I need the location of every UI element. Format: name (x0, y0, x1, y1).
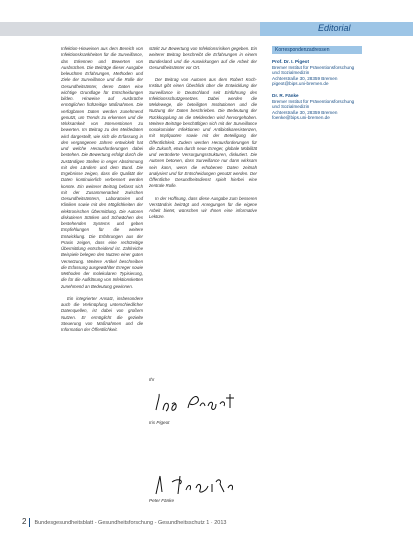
address-block (272, 93, 362, 121)
closing-salutation (149, 377, 259, 382)
paragraph: Der Beitrag von Autoren aus dem Robert Koch-Institut gibt einen Überblick über die Entwicklung der Surveillance in Deutschland seit Einführung des Infektionsschutzgesetzes. Dabei werden die Meldewege, die beteiligten Institutionen und die Nutzung der Daten beschrieben. Die Bedeutung der Rückkopplung an die Meldenden wird hervorgehoben. Weitere Beiträge beschäftigen sich mit der Surveillance nosokomialer Infektionen und Antibiotikaresistenzen, mit Impfquoten sowie mit der Beteiligung der Öffentlichkeit. Zudem werden Herausforderungen für die Zukunft, etwa durch neue Erreger, globale Mobilität und veränderte Versorgungsstrukturen, diskutiert. Die Autoren betonen, dass Surveillance nur dann wirksam sein kann, wenn die erhobenen Daten zeitnah analysiert und für Entscheidungen genutzt werden. Der Öffentliche Gesundheitsdienst spielt hierbei eine zentrale Rolle. (149, 77, 257, 189)
footer-divider (29, 518, 30, 527)
address-line: Bremer Institut für Präventionsforschung (272, 64, 355, 70)
paragraph: stärkt zur Bewertung von Infektionsrisiken gegeben. Ein weiterer Beitrag beschreibt die Erfahrungen in einem Bundesland und die Auswirkungen auf die Arbeit der Gesundheitsämter vor Ort. (149, 46, 257, 70)
address-line: Achterstraße 30, 28359 Bremen (272, 75, 338, 81)
signatory-name: Iris Pigeot (149, 420, 170, 425)
paragraph: Infektion-Hinweisen aus dem Bereich von Infektionskrankheiten für die Surveillance, das Erkennen und Bewerten von Ausbrüchen. Die Beiträge dieser Ausgabe beleuchten Erfahrungen, Methoden und Ziele der Surveillance und die Rolle der Gesundheitsämter, deren Daten eine wichtige Grundlage für Entscheidungen bilden. Hinweise auf Ausbrüche ermöglichen frühzeitige Maßnahmen. Die verfügbaren Daten werden zunehmend genutzt, um Trends zu erkennen und die Wirksamkeit von Interventionen zu bewerten. Im Beitrag zu den Meldedaten wird dargestellt, wie sich die Erfassung in den vergangenen Jahren entwickelt hat und welche Herausforderungen dabei bestehen. Die Bewertung erfolgt durch die zuständigen Stellen in enger Abstimmung mit den Ländern und dem Bund. Die Ergebnisse zeigen, dass die Qualität der Daten kontinuierlich verbessert werden konnte. Ein weiterer Beitrag befasst sich mit der Zusammenarbeit zwischen Gesundheitsämtern, Laboratorien und Kliniken sowie mit den Möglichkeiten der elektronischen Übermittlung. Die Autoren diskutieren Stärken und Schwächen des bestehenden Systems und geben Empfehlungen für die weitere Entwicklung. Die Erfahrungen aus der Praxis zeigen, dass eine rechtzeitige Übermittlung entscheidend ist. Zahlreiche Beispiele belegen den Nutzen einer guten Vernetzung. Weitere Artikel beschreiben die Erfassung ausgewählter Erreger sowie Methoden der molekularen Typisierung, die für die Aufklärung von Infektionsketten zunehmend an Bedeutung gewinnen. (61, 46, 143, 289)
address-name: Dr. R. Fänke (272, 92, 299, 98)
address-line: Achterstraße 30, 28359 Bremen (272, 109, 338, 115)
paragraph: Ein integrierter Ansatz, insbesondere auch die Verknüpfung unterschiedlicher Datenquellen, ist dabei von großem Nutzen. Er ermöglicht die gezielte Steuerung von Maßnahmen und die Information der Öffentlichkeit. (61, 295, 143, 332)
signature-image-pigeot (150, 390, 240, 416)
address-line: und Sozialmedizin (272, 70, 310, 76)
closing-text: Ihr (149, 377, 155, 382)
signatory-pigeot (149, 420, 259, 425)
address-line: Bremer Institut für Präventionsforschung (272, 98, 355, 104)
text-column-middle (149, 46, 257, 221)
editorial-header-band (0, 22, 413, 36)
section-label: Editorial (318, 23, 351, 33)
signatory-faenke (149, 498, 259, 503)
signature-image-faenke (150, 472, 240, 498)
email-link[interactable]: foenke@bips.uni-bremen.de (272, 115, 330, 121)
journal-citation: Bundesgesundheitsblatt - Gesundheitsforschung - Gesundheitsschutz 1 · 2013 (34, 520, 227, 526)
paragraph: In der Hoffnung, dass diese Ausgabe zum besseren Verständnis beiträgt und Anregungen für die eigene Arbeit bietet, wünschen wir Ihnen eine informative Lektüre. (149, 195, 257, 220)
page-number: 2 (22, 517, 27, 526)
address-line: und Sozialmedizin (272, 104, 310, 110)
signatory-name: Peter Fänke (149, 498, 175, 503)
header-gray-bar (0, 22, 260, 36)
address-block (272, 59, 362, 87)
correspondence-column (272, 46, 362, 127)
text-column-left (61, 46, 143, 333)
email-link[interactable]: pigeot@bips.uni-bremen.de (272, 81, 329, 87)
correspondence-heading: Korrespondenzadressen (272, 46, 362, 54)
page-footer (22, 518, 226, 527)
address-name: Prof. Dr. I. Pigeot (272, 59, 310, 64)
